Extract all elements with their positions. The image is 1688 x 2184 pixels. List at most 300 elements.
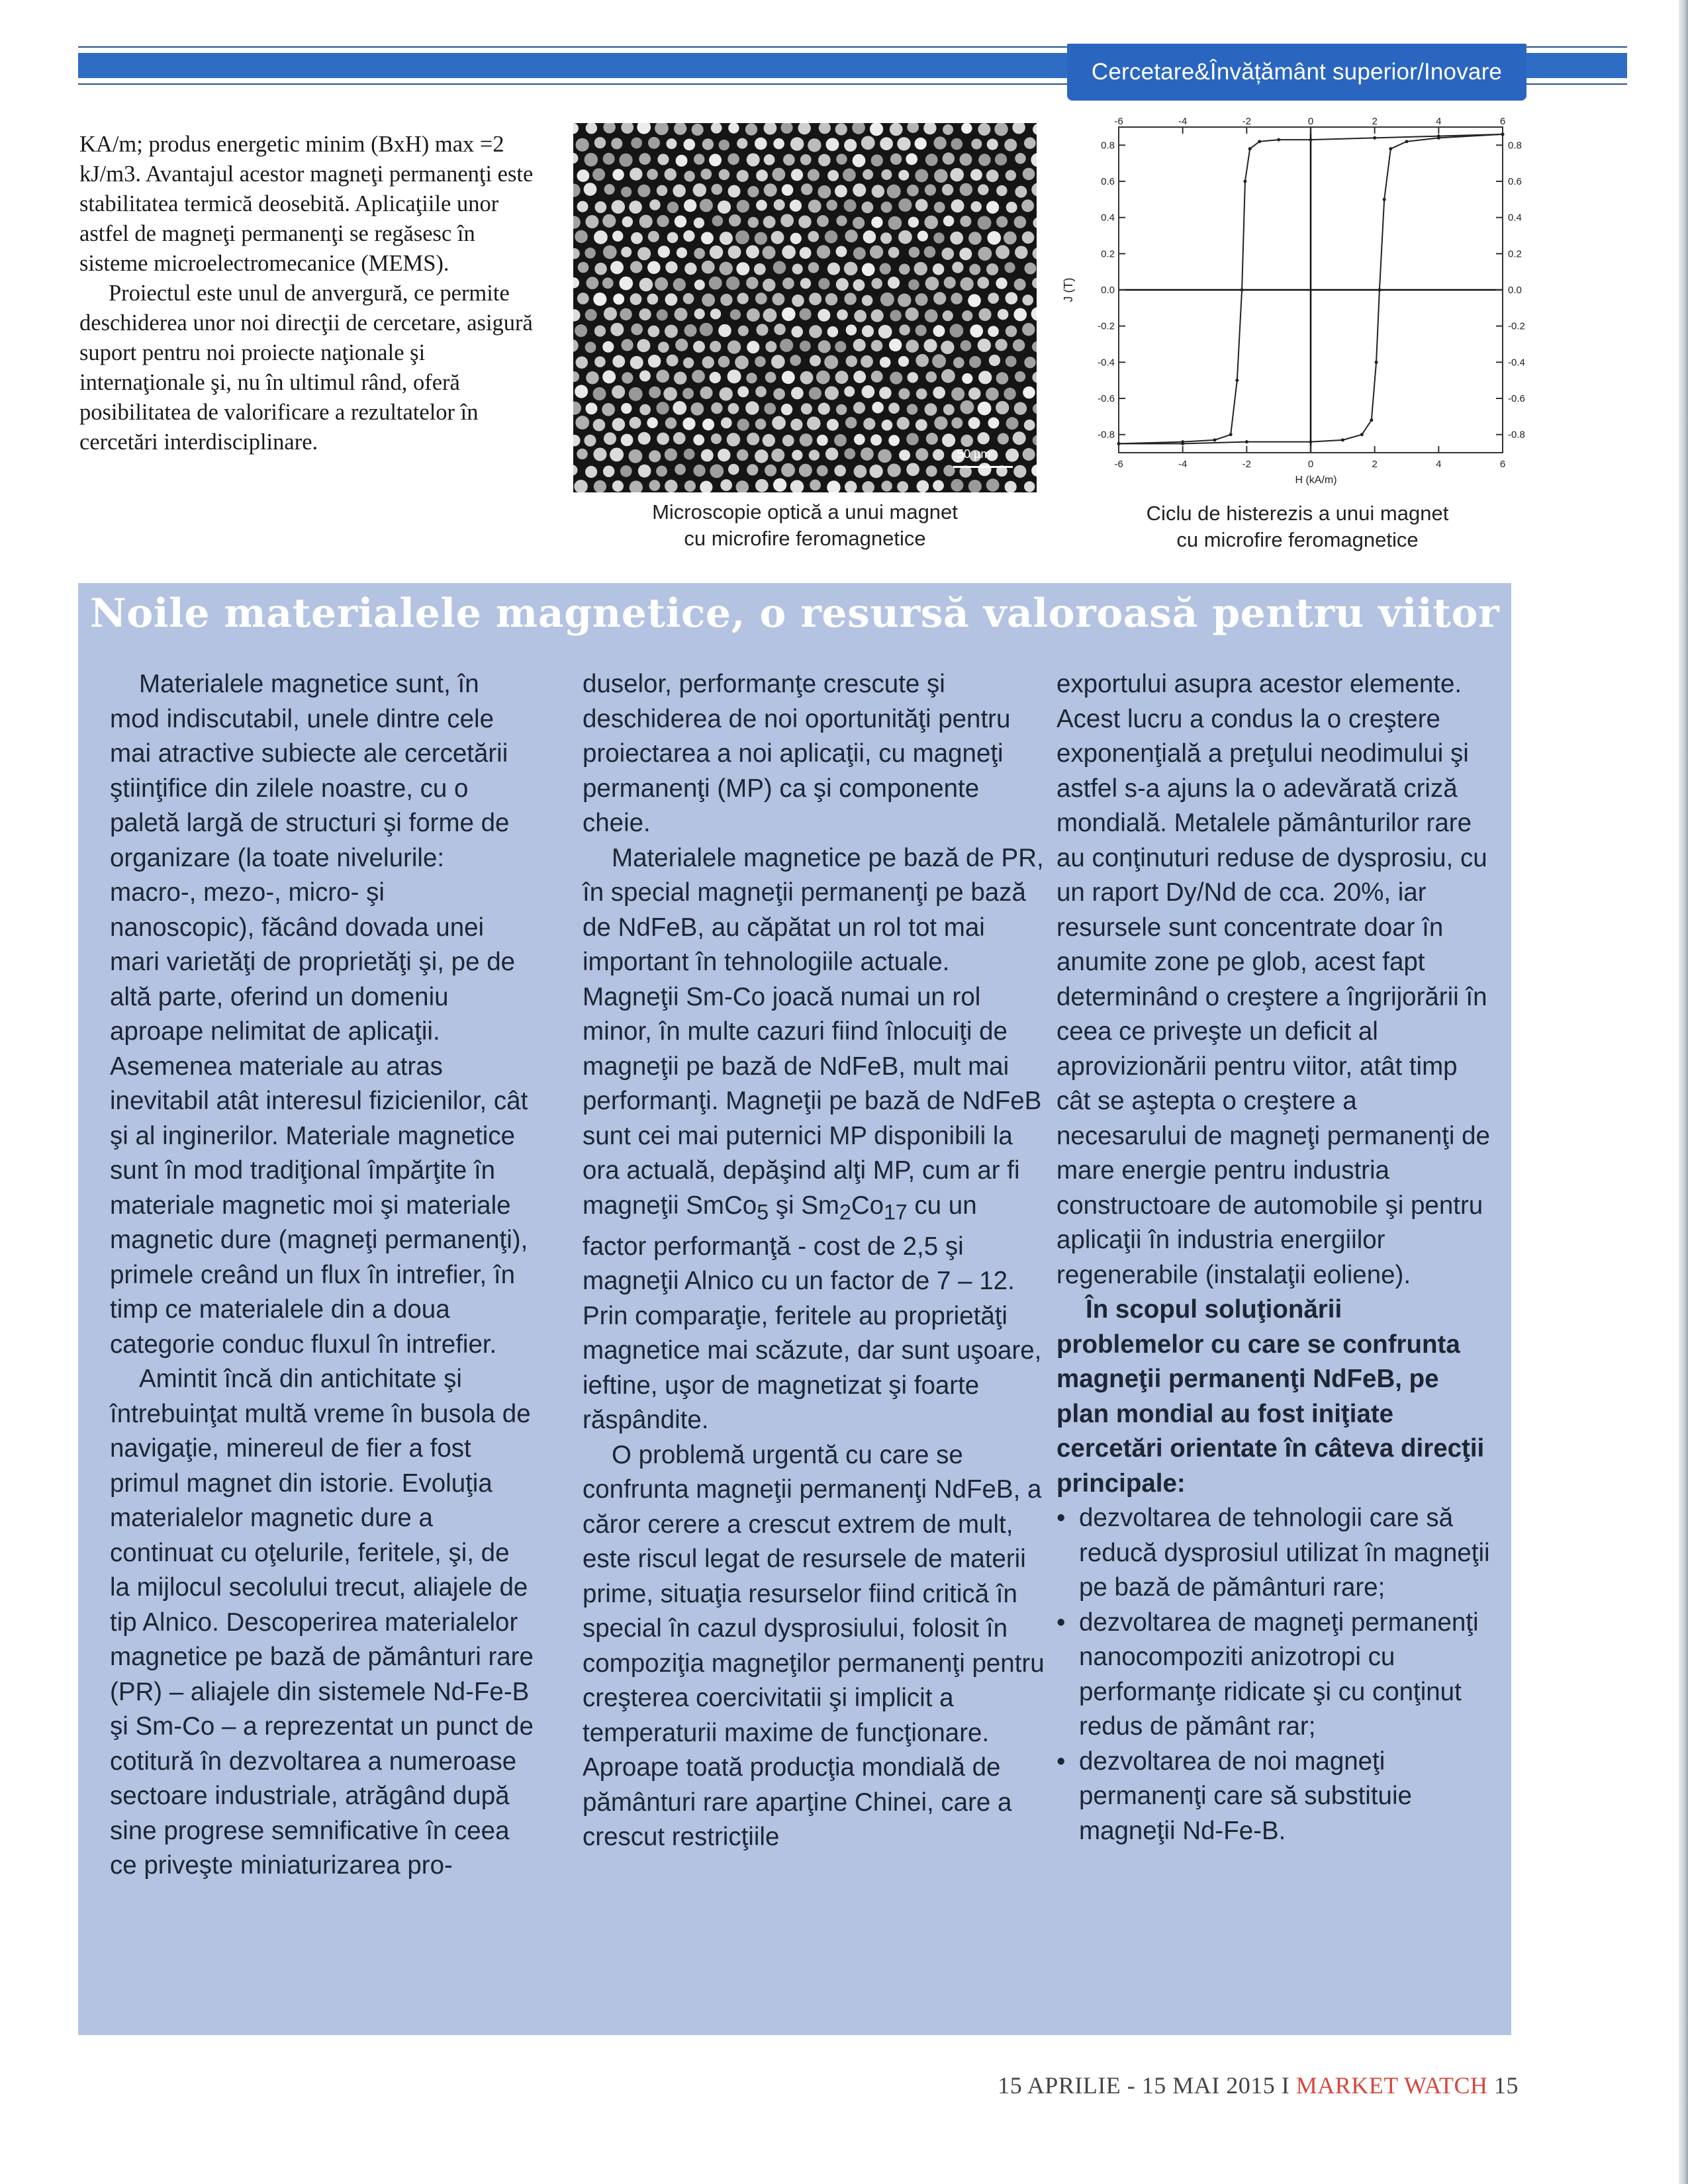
microwire-dot bbox=[790, 355, 801, 366]
microwire-dot bbox=[745, 123, 757, 135]
data-point bbox=[1181, 442, 1184, 445]
microwire-dot bbox=[576, 138, 589, 152]
microwire-dot bbox=[684, 171, 694, 181]
microwire-dot bbox=[790, 137, 804, 151]
microwire-dot bbox=[827, 263, 840, 275]
microwire-dot bbox=[694, 248, 705, 259]
microwire-dot bbox=[950, 232, 963, 245]
microwire-dot bbox=[657, 185, 667, 196]
microwire-dot bbox=[968, 232, 982, 245]
microwire-dot bbox=[863, 169, 873, 180]
microwire-dot bbox=[673, 184, 686, 197]
microwire-dot bbox=[665, 448, 677, 461]
microwire-dot bbox=[694, 218, 704, 228]
article-title: Noile materialele magnetice, o resursă valoroasă pentru viitor bbox=[89, 590, 1500, 637]
microwire-dot bbox=[619, 277, 633, 291]
data-point bbox=[1117, 442, 1121, 445]
microwire-dot bbox=[594, 480, 606, 492]
microwire-dot bbox=[882, 420, 893, 431]
microwire-dot bbox=[951, 199, 964, 212]
microwire-dot bbox=[809, 450, 820, 461]
microwire-dot bbox=[798, 215, 811, 228]
microwire-dot bbox=[730, 309, 741, 320]
microwire-dot bbox=[719, 169, 730, 181]
microwire-dot bbox=[621, 403, 632, 414]
microwire-dot bbox=[853, 339, 866, 351]
microwire-dot bbox=[621, 123, 633, 134]
microwire-dot bbox=[888, 216, 902, 230]
microwire-dot bbox=[942, 184, 953, 195]
microwire-dot bbox=[702, 356, 714, 368]
microwire-dot bbox=[968, 480, 982, 492]
col2-p2-sub-3: 17 bbox=[884, 1200, 908, 1224]
microwire-dot bbox=[683, 230, 694, 242]
microwire-dot bbox=[611, 138, 622, 149]
microwire-dot bbox=[710, 341, 721, 352]
x-tick-label-bottom: 0 bbox=[1307, 459, 1314, 470]
microwire-dot bbox=[573, 339, 579, 352]
y-tick-label-left: 0.6 bbox=[1101, 176, 1115, 187]
microwire-dot bbox=[978, 216, 992, 230]
microwire-dot bbox=[780, 123, 792, 134]
microwire-dot bbox=[871, 340, 883, 352]
microwire-dot bbox=[1006, 326, 1017, 337]
microwire-dot bbox=[827, 326, 839, 338]
intro-paragraph-1: KA/m; produs energetic minim (BxH) max =2 kJ/m3. Avantajul acestor magneţi permanenţi este stabilitatea termică deosebită. Aplicaţiile unor astfel de magneţi permanenţi se regăsesc în sisteme microelectromecanice (MEMS). bbox=[79, 132, 534, 276]
microwire-dot bbox=[574, 480, 587, 492]
col2-p2-part-c: Co bbox=[851, 1191, 884, 1220]
microwire-dot bbox=[603, 246, 617, 259]
microwire-dot bbox=[926, 465, 937, 477]
microwire-dot bbox=[810, 479, 821, 490]
x-tick-label-top: 4 bbox=[1436, 116, 1442, 127]
microwire-dot bbox=[1006, 292, 1018, 304]
x-tick-label-top: -6 bbox=[1114, 116, 1123, 127]
microwire-dot bbox=[665, 418, 677, 429]
x-tick-label-bottom: 2 bbox=[1372, 459, 1378, 470]
microwire-dot bbox=[702, 293, 715, 306]
microwire-dot bbox=[720, 479, 732, 491]
microwire-dot bbox=[987, 139, 998, 150]
microwire-dot bbox=[880, 232, 892, 244]
microwire-dot bbox=[835, 341, 846, 352]
microwire-dot bbox=[702, 261, 715, 274]
list-item: • dezvoltarea de noi magneţi permanenţi care să substituie magneţii Nd-Fe-B. bbox=[1056, 1745, 1493, 1849]
microwire-dot bbox=[673, 432, 686, 445]
microwire-dot bbox=[782, 435, 794, 447]
footer-date: 15 APRILIE - 15 MAI 2015 bbox=[998, 2072, 1276, 2099]
microwire-dot bbox=[898, 199, 912, 212]
microwire-dot bbox=[899, 263, 910, 275]
hysteresis-chart bbox=[1053, 116, 1542, 487]
microwire-dot bbox=[648, 137, 660, 149]
microwire-dot bbox=[978, 339, 991, 352]
microwire-dot bbox=[871, 309, 884, 322]
microwire-dot bbox=[782, 277, 794, 289]
microwire-dot bbox=[756, 169, 768, 181]
microwire-dot bbox=[720, 387, 733, 400]
microwire-dot bbox=[943, 310, 953, 321]
microwire-dot bbox=[683, 293, 694, 304]
microwire-dot bbox=[639, 308, 651, 320]
microwire-dot bbox=[961, 340, 972, 351]
microwire-dot bbox=[754, 263, 766, 275]
microwire-dot bbox=[1004, 139, 1017, 152]
microwire-dot bbox=[890, 154, 902, 165]
microwire-dot bbox=[676, 155, 688, 167]
microwire-dot bbox=[798, 123, 810, 134]
microwire-dot bbox=[755, 356, 765, 367]
microwire-dot bbox=[844, 139, 857, 152]
microwire-dot bbox=[897, 481, 908, 492]
microwire-dot bbox=[923, 123, 936, 134]
microwire-dot bbox=[746, 277, 758, 289]
microwire-dot bbox=[573, 277, 579, 288]
microwire-dot bbox=[602, 214, 616, 228]
data-point bbox=[1341, 438, 1344, 441]
y-tick-label-right: 0.6 bbox=[1508, 176, 1522, 187]
col1-paragraph-2: Amintit încă din antichitate şi întrebuinţat multă vreme în busola de navigaţie, minereul de fier a fost primul magnet din istorie. Evoluţia materialelor magnetic dure a continuat cu oţelurile, feritele, şi, de la mijlocul secolului trecut, aliajele de tip Alnico. Descoperirea materialelor magnetice pe bază de pământuri rare (PR) – aliajele din sistemele Nd-Fe-B şi Sm-Co – a reprezentat un punct de cotitură în dezvoltarea a numeroase sectoare industriale, atrăgând după sine progrese semnificative în ceea ce priveşte miniaturizarea pro- bbox=[110, 1365, 534, 1880]
article-column-3 bbox=[1056, 667, 1493, 1848]
microwire-dot bbox=[862, 385, 875, 398]
microwire-dot bbox=[962, 373, 972, 384]
microwire-dot bbox=[1031, 153, 1037, 167]
microwire-dot bbox=[630, 167, 642, 180]
microwire-dot bbox=[630, 293, 642, 305]
y-tick-label-left: -0.2 bbox=[1098, 320, 1115, 332]
microwire-dot bbox=[909, 247, 920, 258]
microwire-dot bbox=[845, 230, 857, 242]
microwire-dot bbox=[612, 418, 626, 432]
microwire-dot bbox=[747, 433, 759, 445]
microwire-dot bbox=[836, 246, 847, 257]
microwire-dot bbox=[773, 138, 784, 150]
microwire-dot bbox=[773, 478, 786, 492]
microwire-dot bbox=[782, 245, 796, 259]
microwire-dot bbox=[782, 307, 796, 321]
microwire-dot bbox=[827, 419, 839, 431]
data-point bbox=[1360, 433, 1364, 436]
microwire-dot bbox=[1023, 387, 1035, 399]
microwire-dot bbox=[846, 355, 857, 367]
data-point bbox=[1405, 140, 1409, 143]
microwire-dot bbox=[988, 418, 1000, 429]
microwire-dot bbox=[748, 217, 759, 228]
microwire-dot bbox=[621, 434, 633, 447]
microwire-dot bbox=[1012, 123, 1025, 134]
microwire-dot bbox=[861, 136, 875, 150]
microwire-dot bbox=[844, 293, 856, 304]
microwire-dot bbox=[898, 388, 910, 400]
data-point bbox=[1375, 361, 1378, 364]
microwire-dot bbox=[701, 232, 714, 244]
microwire-dot bbox=[665, 480, 677, 492]
microwire-dot bbox=[674, 372, 686, 385]
microwire-dot bbox=[1032, 277, 1037, 289]
microwire-dot bbox=[809, 387, 821, 400]
microwire-dot bbox=[871, 154, 883, 166]
hysteresis-caption-line1: Ciclu de histerezis a unui magnet bbox=[1146, 502, 1449, 525]
y-tick-label-right: 0.2 bbox=[1508, 248, 1522, 260]
microwire-dot bbox=[960, 277, 973, 291]
microwire-dot bbox=[825, 230, 837, 243]
microwire-dot bbox=[1013, 340, 1025, 351]
microwire-dot bbox=[1032, 372, 1037, 383]
microwire-dot bbox=[825, 386, 839, 400]
microwire-dot bbox=[683, 139, 695, 151]
microwire-dot bbox=[835, 371, 849, 384]
microwire-dot bbox=[693, 341, 705, 353]
microwire-dot bbox=[771, 355, 785, 369]
microwire-dot bbox=[986, 388, 999, 401]
microwire-dot bbox=[862, 263, 875, 276]
microwire-dot bbox=[1015, 186, 1027, 198]
microwire-dot bbox=[709, 154, 722, 166]
microwire-dot bbox=[573, 371, 579, 382]
microwire-dot bbox=[844, 261, 858, 275]
microwire-dot bbox=[774, 324, 785, 335]
microwire-dot bbox=[792, 450, 802, 461]
microwire-dot bbox=[747, 154, 760, 167]
microwire-dot bbox=[952, 261, 963, 273]
microwire-dot bbox=[978, 371, 992, 384]
microwire-dot bbox=[649, 480, 661, 491]
y-tick-label-right: -0.8 bbox=[1508, 429, 1525, 441]
microwire-dot bbox=[926, 433, 938, 445]
microwire-dot bbox=[763, 308, 777, 322]
microwire-dot bbox=[914, 262, 927, 275]
microwire-dot bbox=[684, 324, 697, 337]
intro-text bbox=[79, 130, 543, 457]
col2-p2-sub-1: 5 bbox=[757, 1200, 769, 1224]
microwire-dot bbox=[906, 433, 919, 445]
microwire-dot bbox=[915, 354, 929, 367]
intro-paragraph-2: Proiectul este unul de anvergură, ce permite deschiderea unor noi direcţii de cercetare, asigură suport pentru noi proiecte naţionale şi internaţionale şi, nu în ultimul rând, oferă posibilitatea de valorificare a rezultatelor în cercetări interdisciplinare. bbox=[79, 281, 533, 455]
microwire-dot bbox=[925, 309, 938, 322]
microwire-dot bbox=[649, 199, 660, 210]
microwire-dot bbox=[942, 433, 955, 447]
microwire-dot bbox=[933, 136, 946, 149]
microwire-dot bbox=[808, 169, 820, 181]
microwire-dot bbox=[690, 402, 704, 416]
microwire-dot bbox=[631, 138, 642, 149]
microwire-dot bbox=[702, 418, 714, 430]
microwire-dot bbox=[941, 341, 954, 354]
microwire-dot bbox=[853, 371, 866, 383]
microwire-dot bbox=[774, 199, 785, 210]
microwire-dot bbox=[888, 435, 900, 446]
microwire-dot bbox=[577, 449, 587, 459]
microwire-dot bbox=[808, 138, 821, 152]
x-tick-label-bottom: -2 bbox=[1242, 459, 1252, 470]
microwire-dot bbox=[755, 449, 768, 463]
microwire-dot bbox=[970, 169, 982, 181]
microwire-dot bbox=[1023, 448, 1035, 461]
microwire-dot bbox=[844, 199, 857, 212]
microwire-dot bbox=[593, 419, 606, 432]
microwire-dot bbox=[1031, 465, 1037, 477]
microwire-dot bbox=[987, 231, 1001, 245]
microwire-dot bbox=[620, 308, 632, 320]
hysteresis-caption bbox=[1086, 500, 1509, 553]
microwire-dot bbox=[755, 419, 767, 430]
microwire-dot bbox=[719, 140, 729, 150]
microwire-dot bbox=[836, 404, 847, 415]
microwire-dot bbox=[647, 418, 657, 428]
microwire-dot bbox=[585, 215, 598, 228]
microwire-dot bbox=[630, 480, 643, 492]
microwire-dot bbox=[977, 432, 989, 444]
microwire-dot bbox=[791, 326, 803, 338]
microwire-dot bbox=[639, 404, 651, 416]
col2-p2-part-b: şi Sm bbox=[769, 1191, 839, 1220]
microwire-dot bbox=[1004, 262, 1015, 273]
microwire-dot bbox=[573, 216, 581, 228]
microwire-dot bbox=[863, 230, 876, 244]
microwire-dot bbox=[573, 465, 578, 475]
microwire-dot bbox=[693, 434, 704, 445]
microwire-dot bbox=[612, 480, 624, 492]
microwire-dot bbox=[932, 354, 946, 368]
microwire-dot bbox=[915, 448, 928, 461]
microwire-dot bbox=[915, 169, 928, 182]
microwire-dot bbox=[898, 230, 912, 244]
microwire-dot bbox=[771, 449, 784, 462]
microwire-dot bbox=[682, 388, 694, 399]
microwire-dot bbox=[818, 340, 831, 353]
microwire-dot bbox=[897, 137, 910, 150]
microwire-dot bbox=[951, 387, 964, 400]
y-tick-label-left: -0.6 bbox=[1098, 393, 1115, 404]
x-tick-label-top: 2 bbox=[1372, 116, 1378, 127]
microwire-dot bbox=[890, 310, 901, 321]
microwire-dot bbox=[586, 277, 598, 289]
microwire-dot bbox=[692, 124, 704, 136]
microwire-dot bbox=[989, 355, 1000, 366]
microwire-dot bbox=[1004, 232, 1017, 245]
microwire-dot bbox=[853, 183, 866, 197]
microwire-dot bbox=[943, 216, 955, 227]
microwire-dot bbox=[771, 231, 784, 244]
microwire-dot bbox=[951, 293, 962, 304]
microwire-dot bbox=[694, 154, 704, 164]
microwire-dot bbox=[657, 215, 669, 227]
microwire-dot bbox=[934, 169, 948, 183]
microwire-dot bbox=[657, 433, 669, 445]
microwire-dot bbox=[917, 480, 929, 492]
microwire-dot bbox=[657, 154, 669, 165]
microwire-dot bbox=[818, 185, 831, 199]
microwire-dot bbox=[800, 433, 813, 447]
microwire-dot bbox=[988, 293, 999, 304]
microwire-dot bbox=[1013, 465, 1026, 478]
microwire-dot bbox=[1024, 420, 1035, 431]
microwire-dot bbox=[862, 295, 873, 306]
microscope-caption bbox=[573, 499, 1037, 552]
microwire-dot bbox=[869, 465, 882, 478]
microwire-dot bbox=[791, 387, 804, 400]
data-point bbox=[1243, 180, 1246, 183]
microwire-dot bbox=[968, 387, 981, 400]
microwire-dot bbox=[593, 447, 606, 461]
microwire-dot bbox=[800, 341, 811, 352]
microwire-dot bbox=[899, 324, 910, 335]
y-tick-label-right: -0.6 bbox=[1508, 393, 1525, 404]
microwire-dot bbox=[836, 154, 847, 164]
microwire-dot bbox=[996, 216, 1008, 228]
microwire-dot bbox=[737, 387, 749, 398]
microwire-dot bbox=[944, 277, 956, 289]
y-tick-label-right: 0.4 bbox=[1508, 212, 1522, 224]
microwire-dot bbox=[604, 184, 615, 195]
microwire-dot bbox=[594, 137, 606, 148]
microwire-dot bbox=[603, 465, 615, 477]
microwire-dot bbox=[675, 215, 686, 227]
microwire-dot bbox=[816, 371, 830, 385]
microwire-dot bbox=[763, 279, 776, 292]
y-tick-label-left: 0.8 bbox=[1101, 140, 1115, 152]
microwire-dot bbox=[1031, 307, 1037, 321]
microwire-dot bbox=[602, 341, 614, 353]
microwire-dot bbox=[710, 464, 724, 478]
microwire-dot bbox=[620, 465, 632, 477]
microwire-dot bbox=[747, 341, 759, 353]
microwire-dot bbox=[728, 464, 739, 475]
microwire-dot bbox=[1023, 168, 1035, 181]
microwire-dot bbox=[969, 264, 980, 275]
microwire-dot bbox=[996, 372, 1009, 385]
microwire-dot bbox=[853, 154, 866, 167]
microwire-dot bbox=[738, 326, 749, 336]
microwire-dot bbox=[1015, 246, 1028, 259]
microwire-dot bbox=[684, 480, 696, 492]
microwire-dot bbox=[711, 433, 722, 444]
microwire-dot bbox=[835, 123, 847, 135]
microwire-dot bbox=[656, 465, 667, 477]
microwire-dot bbox=[970, 324, 983, 338]
microwire-dot bbox=[986, 478, 1000, 492]
microwire-dot bbox=[941, 248, 954, 260]
microwire-dot bbox=[1033, 435, 1037, 445]
microwire-dot bbox=[888, 247, 900, 258]
microwire-dot bbox=[658, 341, 669, 353]
data-point bbox=[1258, 140, 1261, 143]
microwire-dot bbox=[808, 200, 821, 213]
microwire-dot bbox=[637, 339, 650, 352]
microwire-dot bbox=[917, 231, 928, 242]
microwire-dot bbox=[655, 123, 669, 135]
microwire-dot bbox=[933, 480, 944, 491]
microwire-dot bbox=[1005, 481, 1017, 492]
microwire-dot bbox=[844, 448, 855, 459]
microwire-dot bbox=[736, 262, 749, 275]
microwire-dot bbox=[827, 170, 839, 181]
microwire-dot bbox=[978, 247, 992, 261]
microwire-dot bbox=[622, 372, 633, 383]
microwire-dot bbox=[1032, 341, 1037, 352]
microwire-dot bbox=[783, 154, 795, 166]
microwire-dot bbox=[1024, 137, 1036, 149]
microwire-dot bbox=[1025, 263, 1037, 275]
microwire-dot bbox=[736, 480, 749, 492]
col3-bold-paragraph bbox=[1056, 1293, 1493, 1501]
microwire-dot bbox=[573, 248, 580, 259]
microwire-dot bbox=[728, 246, 741, 259]
microwire-dot bbox=[747, 186, 759, 197]
microwire-dot bbox=[925, 184, 936, 195]
microwire-dot bbox=[881, 169, 892, 180]
microwire-dot bbox=[585, 402, 597, 414]
